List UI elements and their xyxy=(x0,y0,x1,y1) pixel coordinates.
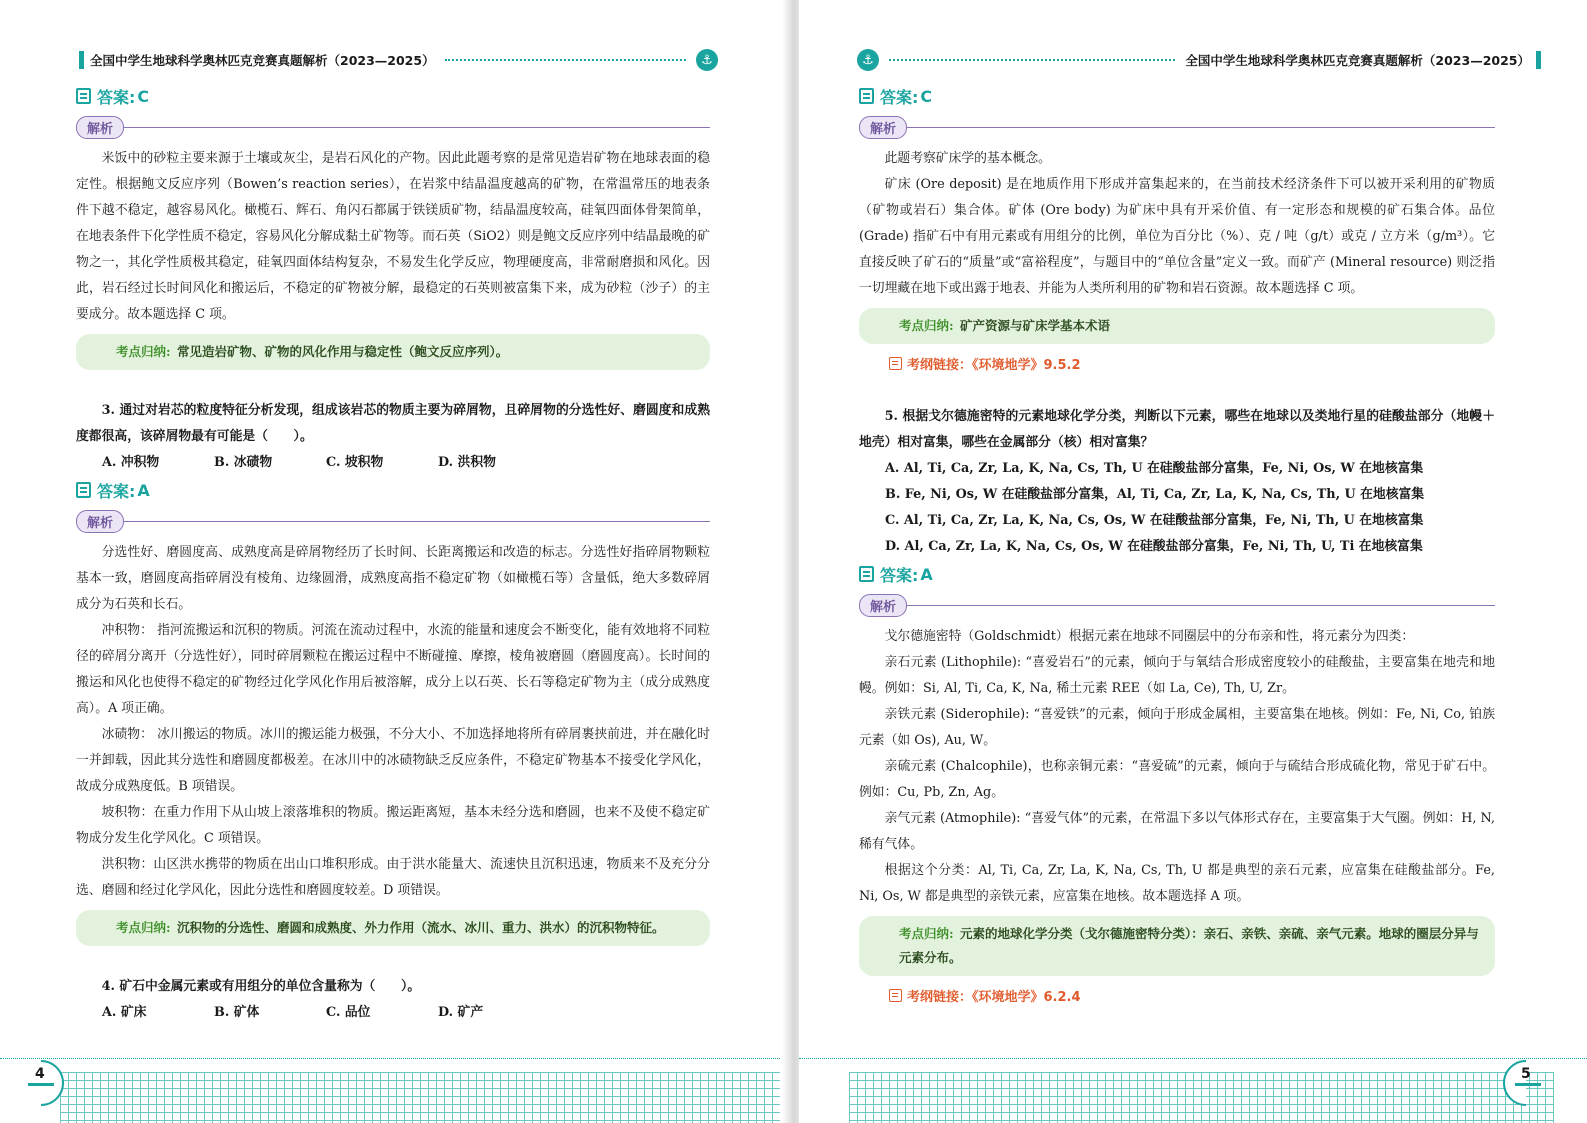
answer-label: 答案: xyxy=(880,565,919,585)
option-c: C. 品位 xyxy=(326,1005,371,1020)
question-3: 3. 通过对岩芯的粒度特征分析发现，组成该岩芯的物质主要为碎屑物，且碎屑物的分选性好、磨圆度和成熟度都很高，该碎屑物最有可能是（ ）。 xyxy=(76,403,710,444)
option-b: B. Fe, Ni, Os, W 在硅酸盐部分富集，Al, Ti, Ca, Zr, La, K, Na, Cs, Th, U 在地核富集 xyxy=(885,487,1425,502)
keypoint-label: 考点归纳: xyxy=(899,926,954,941)
question-5: 5. 根据戈尔德施密特的元素地球化学分类，判断以下元素，哪些在地球以及类地行星的硅酸盐部分（地幔＋地壳）相对富集，哪些在金属部分（核）相对富集？ xyxy=(859,409,1495,450)
analysis-paragraph: 坡积物：在重力作用下从山坡上滚落堆积的物质。搬运距离短，基本未经分选和磨圆，也来不及使不稳定矿物成分发生化学风化。C 项错误。 xyxy=(76,805,710,846)
page-number: 4 xyxy=(35,1066,45,1082)
link-doc-icon xyxy=(889,989,902,1002)
answer-value: C xyxy=(920,86,933,106)
keypoint-text: 矿产资源与矿床学基本术语 xyxy=(959,318,1110,333)
keypoint-box xyxy=(859,308,1495,344)
keypoint-box xyxy=(76,910,710,946)
option-a: A. Al, Ti, Ca, Zr, La, K, Na, Cs, Th, U 在硅酸盐部分富集，Fe, Ni, Os, W 在地核富集 xyxy=(885,461,1424,476)
question-4-options xyxy=(76,1000,710,1026)
answer-value: A xyxy=(920,564,933,584)
keypoint-label: 考点归纳: xyxy=(899,318,954,333)
keypoint-text: 元素的地球化学分类（戈尔德施密特分类）：亲石、亲铁、亲硫、亲气元素。地球的圈层分异与元素分布。 xyxy=(899,926,1479,965)
syllabus-text: 考纲链接：《环境地学》9.5.2 xyxy=(907,357,1081,373)
right-content xyxy=(859,82,1495,1008)
note-icon xyxy=(859,566,874,582)
header-dotted-line xyxy=(445,59,686,61)
answer-heading xyxy=(859,82,1495,110)
answer-heading xyxy=(76,82,710,110)
keypoint-label: 考点归纳: xyxy=(116,344,171,359)
left-page xyxy=(0,0,788,1123)
analysis-paragraph: 米饭中的砂粒主要来源于土壤或灰尘，是岩石风化的产物。因此此题考察的是常见造岩矿物在地球表面的稳定性。根据鲍文反应序列（Bowen’s reaction series），在岩浆中结晶温度越高的矿物，在常温常压的地表条件下越不稳定，越容易风化。橄榄石、辉石、角闪石都属于铁镁质矿物，结晶温度较高，硅氧四面体骨架简单，在地表条件下化学性质不稳定，容易风化分解成黏土矿物等。而石英（SiO2）则是鲍文反应序列中结晶最晚的矿物之一，其化学性质极其稳定，硅氧四面体结构复杂，不易发生化学反应，物理硬度高，非常耐磨损和风化。因此，岩石经过长时间风化和搬运后，不稳定的矿物被分解，最稳定的石英则被富集下来，成为砂粒（沙子）的主要成分。故本题选择 C 项。 xyxy=(76,151,710,322)
note-icon xyxy=(76,482,91,498)
option-b: B. 矿体 xyxy=(214,1005,260,1020)
keypoint-box xyxy=(859,916,1495,976)
analysis-paragraph: 亲硫元素 (Chalcophile)，也称亲铜元素：“喜爱硫”的元素，倾向于与硫结合形成硫化物，常见于矿石中。例如：Cu, Pb, Zn, Ag。 xyxy=(859,759,1495,800)
analysis-rule xyxy=(122,127,710,128)
page-number-underline xyxy=(28,1083,54,1086)
header-dotted-line xyxy=(889,59,1175,61)
analysis-rule xyxy=(122,521,710,522)
syllabus-link xyxy=(859,350,1495,376)
syllabus-text: 考纲链接：《环境地学》6.2.4 xyxy=(907,989,1081,1005)
option-c: C. Al, Ti, Ca, Zr, La, K, Na, Cs, Os, W 在硅酸盐部分富集，Fe, Ni, Th, U 在地核富集 xyxy=(885,513,1424,528)
analysis-paragraph: 亲石元素 (Lithophile): “喜爱岩石”的元素，倾向于与氧结合形成密度较小的硅酸盐，主要富集在地壳和地幔。例如：Si, Al, Ti, Ca, K, Na, 稀土元素 REE（如 La, Ce), Th, U, Zr。 xyxy=(859,655,1495,696)
analysis-tag: 解析 xyxy=(859,594,907,617)
note-icon xyxy=(76,88,91,104)
header-title: 全国中学生地球科学奥林匹克竞赛真题解析（2023—2025） xyxy=(1185,53,1530,68)
keypoint-text: 常见造岩矿物、矿物的风化作用与稳定性（鲍文反应序列）。 xyxy=(176,344,509,359)
analysis-paragraph: 分选性好、磨圆度高、成熟度高是碎屑物经历了长时间、长距离搬运和改造的标志。分选性好指碎屑物颗粒基本一致，磨圆度高指碎屑没有棱角、边缘圆滑，成熟度高指不稳定矿物（如橄榄石等）含量低，绝大多数碎屑成分为石英和长石。 xyxy=(76,545,710,612)
answer-heading xyxy=(76,476,710,504)
analysis-paragraph: 亲铁元素 (Siderophile): “喜爱铁”的元素，倾向于形成金属相，主要富集在地核。例如：Fe, Ni, Co, 铂族元素（如 Os), Au, W。 xyxy=(859,707,1495,748)
answer-value: C xyxy=(137,86,150,106)
analysis-tag: 解析 xyxy=(859,116,907,139)
header-bar xyxy=(79,51,84,69)
page-number: 5 xyxy=(1521,1066,1531,1082)
footer-grid xyxy=(849,1072,1554,1123)
analysis-heading xyxy=(76,114,710,140)
page-header xyxy=(73,46,718,74)
answer-label: 答案: xyxy=(97,481,136,501)
keypoint-text: 沉积物的分选性、磨圆和成熟度、外力作用（流水、冰川、重力、洪水）的沉积物特征。 xyxy=(176,920,665,935)
answer-label: 答案: xyxy=(880,87,919,107)
analysis-paragraph: 洪积物：山区洪水携带的物质在出山口堆积形成。由于洪水能量大、流速快且沉积迅速，物质来不及充分分选、磨圆和经过化学风化，因此分选性和磨圆度较差。D 项错误。 xyxy=(76,857,710,898)
page-header xyxy=(857,46,1547,74)
anchor-icon: ⚓ xyxy=(696,49,718,71)
option-d: D. Al, Ca, Zr, La, K, Na, Cs, Os, W 在硅酸盐部分富集，Fe, Ni, Th, U, Ti 在地核富集 xyxy=(885,539,1423,554)
option-c: C. 坡积物 xyxy=(326,455,384,470)
answer-value: A xyxy=(137,480,150,500)
option-a: A. 冲积物 xyxy=(102,455,160,470)
footer-dotted-line xyxy=(799,1058,1587,1072)
analysis-heading xyxy=(76,508,710,534)
header-title: 全国中学生地球科学奥林匹克竞赛真题解析（2023—2025） xyxy=(90,53,435,68)
analysis-paragraph: 矿床 (Ore deposit) 是在地质作用下形成并富集起来的，在当前技术经济条件下可以被开采利用的矿物质（矿物或岩石）集合体。矿体 (Ore body) 为矿床中具有开采价值、有一定形态和规模的矿石集合体。品位 (Grade) 指矿石中有用元素或有用组分的比例，单位为百分比（%）、克 / 吨（g/t）或克 / 立方米（g/m³）。它直接反映了矿石的“质量”或“富裕程度”，与题目中的“单位含量”定义一致。而矿产 (Mineral resource) 则泛指一切埋藏在地下或出露于地表、并能为人类所利用的矿物和岩石资源。故本题选择 C 项。 xyxy=(859,177,1495,296)
analysis-rule xyxy=(905,605,1495,606)
answer-heading xyxy=(859,560,1495,588)
analysis-heading xyxy=(859,114,1495,140)
analysis-tag: 解析 xyxy=(76,510,124,533)
syllabus-link xyxy=(859,982,1495,1008)
keypoint-box xyxy=(76,334,710,370)
footer-dotted-line xyxy=(0,1058,780,1072)
option-b: B. 冰碛物 xyxy=(214,455,273,470)
left-content xyxy=(76,82,710,1026)
anchor-icon: ⚓ xyxy=(857,49,879,71)
analysis-paragraph: 戈尔德施密特（Goldschmidt）根据元素在地球不同圈层中的分布亲和性，将元素分为四类： xyxy=(884,629,1415,644)
option-d: D. 洪积物 xyxy=(438,455,496,470)
right-page xyxy=(799,0,1587,1123)
keypoint-label: 考点归纳: xyxy=(116,920,171,935)
analysis-paragraph: 冰碛物： 冰川搬运的物质。冰川的搬运能力极强，不分大小、不加选择地将所有碎屑裹挟前进，并在融化时一并卸载，因此其分选性和磨圆度都极差。在冰川中的冰碛物缺乏反应条件，不稳定矿物基本不接受化学风化，故成分成熟度低。B 项错误。 xyxy=(76,727,710,794)
header-bar xyxy=(1536,51,1541,69)
note-icon xyxy=(859,88,874,104)
option-a: A. 矿床 xyxy=(102,1005,147,1020)
link-doc-icon xyxy=(889,357,902,370)
question-4: 4. 矿石中金属元素或有用组分的单位含量称为（ ）。 xyxy=(101,979,421,994)
analysis-tag: 解析 xyxy=(76,116,124,139)
question-3-options xyxy=(76,450,710,476)
answer-label: 答案: xyxy=(97,87,136,107)
analysis-paragraph: 冲积物： 指河流搬运和沉积的物质。河流在流动过程中，水流的能量和速度会不断变化，能有效地将不同粒径的碎屑分离开（分选性好），同时碎屑颗粒在搬运过程中不断碰撞、摩擦，棱角被磨圆（磨圆度高）。长时间的搬运和风化也使得不稳定的矿物经过化学风化作用后被溶解，成分上以石英、长石等稳定矿物为主（成分成熟度高）。A 项正确。 xyxy=(76,623,710,716)
analysis-rule xyxy=(905,127,1495,128)
page-number-underline xyxy=(1515,1083,1541,1086)
option-d: D. 矿产 xyxy=(438,1005,484,1020)
analysis-paragraph: 根据这个分类：Al, Ti, Ca, Zr, La, K, Na, Cs, Th, U 都是典型的亲石元素，应富集在硅酸盐部分。Fe, Ni, Os, W 都是典型的亲铁元素，应富集在地核。故本题选择 A 项。 xyxy=(859,863,1495,904)
analysis-heading xyxy=(859,592,1495,618)
analysis-paragraph: 此题考察矿床学的基本概念。 xyxy=(884,151,1051,166)
footer-grid xyxy=(60,1072,780,1123)
analysis-paragraph: 亲气元素 (Atmophile): “喜爱气体”的元素，在常温下多以气体形式存在，主要富集于大气圈。例如：H, N, 稀有气体。 xyxy=(859,811,1495,852)
